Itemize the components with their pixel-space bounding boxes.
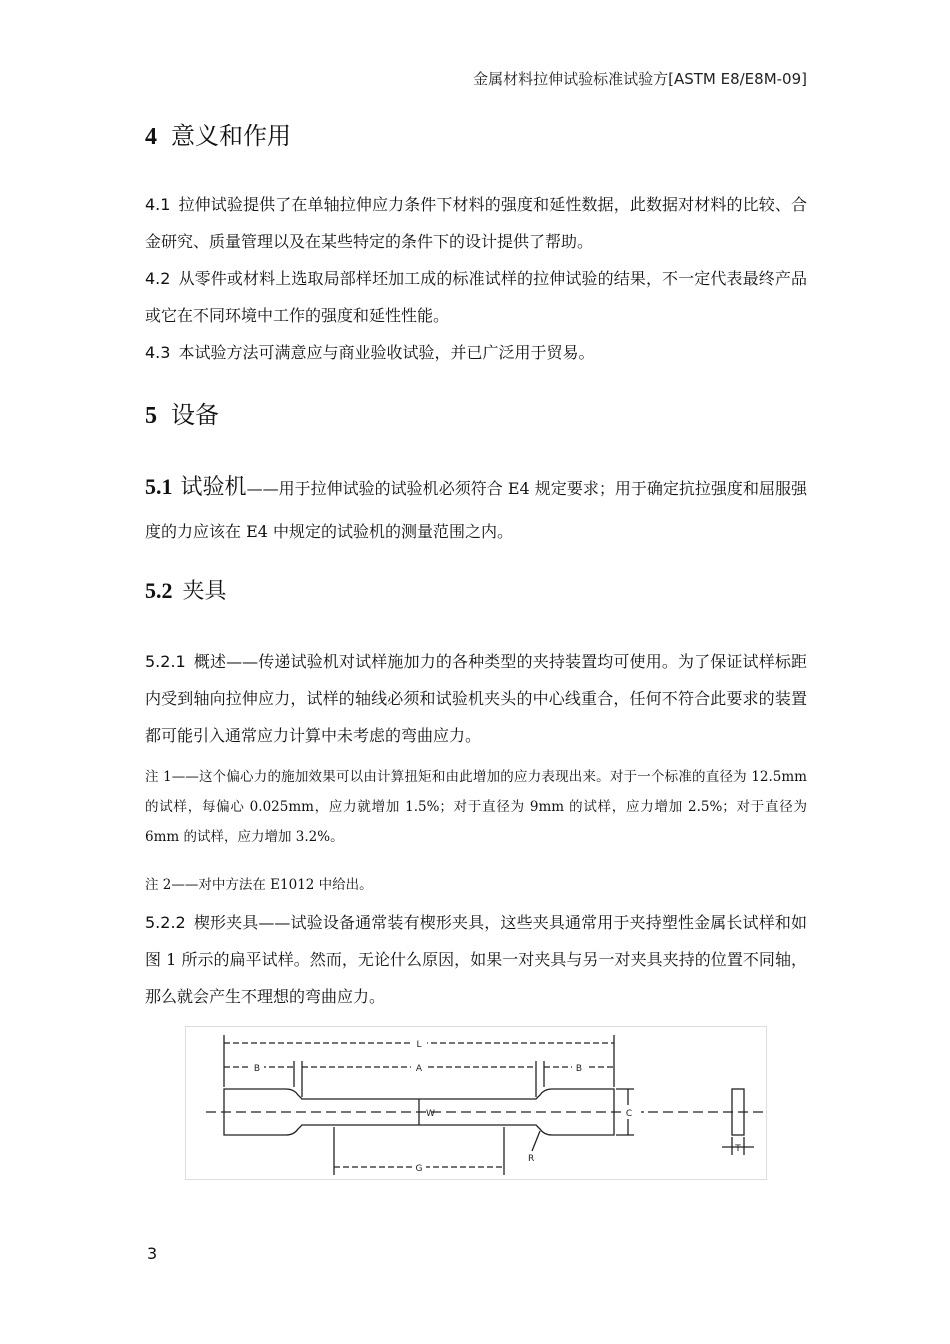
paragraph-number: 4.3	[145, 343, 171, 362]
section-number: 5.2	[145, 578, 173, 603]
paragraph-number: 5.2.2	[145, 913, 186, 932]
paragraph-5-2-2	[145, 904, 807, 1015]
section-text: ——用于拉伸试验的试验机必须符合 E4 规定要求；用于确定抗拉强度和屈服强度的力应该在 E4 中规定的试验机的测量范围之内。	[145, 479, 807, 541]
paragraph-4-2	[145, 260, 807, 334]
note-1: 注 1——这个偏心力的施加效果可以由计算扭矩和由此增加的应力表现出来。对于一个标准的直径为 12.5mm 的试样，每偏心 0.025mm，应力就增加 1.5%；对于直径为 9mm 的试样，应力增加 2.5%；对于直径为 6mm 的试样，应力增加 3.2%。	[145, 769, 807, 845]
paragraph-4-3	[145, 334, 807, 371]
paragraph-text: 概述——传递试验机对试样施加力的各种类型的夹持装置均可使用。为了保证试样标距内受到轴向拉伸应力，试样的轴线必须和试验机夹头的中心线重合，任何不符合此要求的装置都可能引入通常应力计算中未考虑的弯曲应力。	[145, 652, 807, 745]
paragraph-4-1	[145, 186, 807, 260]
paragraph-number: 5.2.1	[145, 652, 186, 671]
label-B-left: B	[253, 1064, 261, 1074]
section-title: 试验机	[180, 475, 247, 500]
section-number: 4	[145, 124, 157, 150]
label-B-right: B	[575, 1064, 583, 1074]
label-W: W	[426, 1109, 435, 1119]
label-R: R	[528, 1154, 535, 1164]
section-5-2-heading	[145, 574, 227, 605]
paragraph-text: 从零件或材料上选取局部样坯加工成的标准试样的拉伸试验的结果，不一定代表最终产品或它在不同环境中工作的强度和延性性能。	[145, 269, 807, 325]
radius-leader	[532, 1131, 540, 1151]
section-5-heading	[145, 395, 219, 430]
paragraph-text: 楔形夹具——试验设备通常装有楔形夹具，这些夹具通常用于夹持塑性金属长试样和如图 1 所示的扁平试样。然而，无论什么原因，如果一对夹具与另一对夹具夹持的位置不同轴，那么就会产生不理想的弯曲应力。	[145, 913, 807, 1006]
section-title: 意义和作用	[171, 122, 291, 150]
running-header: 金属材料拉伸试验标准试验方[ASTM E8/E8M-09]	[473, 70, 807, 88]
section-number: 5.1	[145, 474, 173, 499]
label-T: T	[735, 1144, 741, 1154]
paragraph-number: 4.2	[145, 269, 171, 288]
note-2: 注 2——对中方法在 E1012 中给出。	[145, 877, 373, 893]
page-number: 3	[147, 1244, 158, 1263]
paragraph-text: 拉伸试验提供了在单轴拉伸应力条件下材料的强度和延性数据，此数据对材料的比较、合金研究、质量管理以及在某些特定的条件下的设计提供了帮助。	[145, 195, 807, 251]
label-L: L	[416, 1040, 422, 1050]
label-C: C	[625, 1109, 633, 1119]
label-G: G	[415, 1164, 423, 1174]
section-title: 夹具	[182, 579, 227, 604]
section-number: 5	[145, 403, 157, 429]
label-A: A	[415, 1064, 423, 1074]
section-title: 设备	[171, 401, 219, 429]
paragraph-text: 本试验方法可满意应与商业验收试验，并已广泛用于贸易。	[178, 343, 595, 362]
specimen-figure	[185, 1026, 767, 1180]
section-5-1	[145, 465, 807, 553]
specimen-drawing	[186, 1027, 766, 1179]
paragraph-number: 4.1	[145, 195, 171, 214]
section-4-heading	[145, 116, 291, 151]
paragraph-5-2-1	[145, 643, 807, 754]
